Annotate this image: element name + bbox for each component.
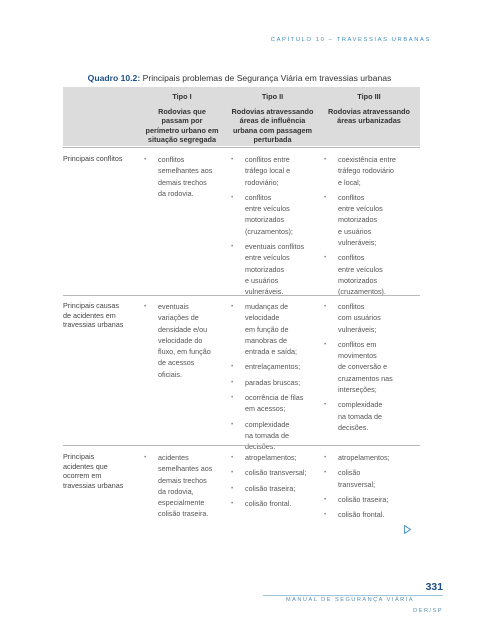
item-line: • colisão frontal. [245, 498, 292, 508]
caption-label: Quadro 10.2: [87, 73, 141, 83]
column-desc-tipo-3 [320, 107, 418, 126]
column-title-tipo-3: Tipo III [357, 92, 381, 101]
item-line: semelhantes aos [158, 166, 213, 176]
item-line: especialmente [158, 498, 205, 508]
list-item [230, 192, 318, 237]
cell-tipo-1 [143, 301, 219, 384]
row-label-line: acidentes que [63, 461, 108, 471]
item-line: rodoviário; [245, 177, 279, 187]
list-item [230, 392, 318, 415]
item-line: semelhantes aos [158, 464, 213, 474]
item-line: em acessos; [245, 404, 286, 414]
list-item [230, 377, 318, 388]
column-desc-tipo-1 [137, 107, 227, 145]
item-line: entre veículos [338, 264, 383, 274]
list-item [230, 467, 318, 478]
item-line: • conflitos [338, 253, 365, 263]
footer-title: MANUAL DE SEGURANÇA VIÁRIA [286, 597, 415, 603]
column-desc-line: passam por [161, 116, 203, 126]
list-item [323, 452, 418, 463]
item-line: e usuários [245, 275, 279, 285]
list-item [323, 301, 418, 335]
row-separator [63, 147, 420, 148]
list-item [143, 452, 219, 520]
item-line: entre veículos [245, 253, 290, 263]
cell-tipo-3 [323, 154, 418, 302]
list-item [230, 301, 318, 357]
cell-tipo-1 [143, 452, 219, 524]
list-item [230, 483, 318, 494]
column-desc-line: situação segregada [147, 135, 217, 145]
list-item [323, 399, 418, 433]
list-item [323, 509, 418, 520]
item-line: • colisão frontal. [338, 510, 385, 520]
item-line: motorizados [245, 215, 285, 225]
list-item [230, 154, 318, 188]
item-line: da rodovia. [158, 188, 194, 198]
next-page-arrow-icon[interactable] [404, 525, 411, 534]
item-line: em função de [245, 324, 289, 334]
list-item [323, 192, 418, 248]
item-line: fluxo, em função [158, 347, 211, 357]
list-item [143, 301, 219, 380]
item-line: • conflitos [245, 192, 272, 202]
item-line: motorizados [338, 215, 378, 225]
row-label-line: travessias urbanas [63, 480, 124, 490]
item-line: transversal; [338, 479, 376, 489]
table-header-band [63, 87, 420, 146]
row-label-line: Principais conflitos [63, 154, 123, 163]
column-title-tipo-2: Tipo II [261, 92, 284, 101]
cell-tipo-2 [230, 154, 318, 302]
item-line: motorizados [338, 275, 378, 285]
column-desc-line: Rodovias atravessando [328, 107, 410, 116]
item-line: • colisão transversal; [245, 468, 307, 478]
chapter-header: CAPÍTULO 10 – TRAVESSIAS URBANAS [270, 37, 431, 43]
caption-text: Principais problemas de Segurança Viária em travessias urbanas [140, 73, 392, 83]
column-desc-line: perturbada [253, 135, 292, 145]
cell-tipo-3 [323, 301, 418, 437]
page-number: 331 [425, 582, 443, 593]
row-label-line: Principais [63, 452, 95, 461]
row-label-line: de acidentes em [63, 310, 116, 320]
column-desc-line: áreas urbanizadas [337, 116, 401, 126]
item-line: • acidentes [158, 453, 189, 462]
item-line: na tomada de [338, 411, 382, 421]
item-line: interseções; [338, 385, 377, 395]
item-line: de acessos [158, 358, 195, 368]
cell-tipo-3 [323, 452, 418, 524]
item-line: oficiais. [158, 369, 182, 379]
item-line: • entrelaçamentos; [245, 362, 301, 372]
item-line: (cruzamentos). [338, 287, 386, 297]
item-line: • conflitos [158, 155, 185, 164]
table-caption [0, 73, 479, 83]
item-line: • mudanças de [245, 302, 289, 311]
column-desc-line: Rodovias que [158, 107, 206, 116]
item-line: entrada e saída; [245, 347, 297, 357]
item-line: decisões. [338, 422, 369, 432]
item-line: • colisão traseira; [245, 483, 296, 493]
list-item [323, 494, 418, 505]
row-separator [63, 445, 420, 446]
item-line: demais trechos [158, 177, 207, 187]
item-line: • ocorrência de filas [245, 393, 304, 403]
item-line: e local; [338, 177, 361, 187]
item-line: entre veículos [338, 204, 383, 214]
column-desc-line: perímetro urbano em [145, 125, 219, 135]
item-line: • colisão [338, 468, 361, 478]
item-line: • conflitos entre [245, 155, 290, 164]
table-row-principais-acidentes [63, 452, 420, 524]
column-desc-line: Rodovias atravessando [231, 107, 314, 116]
item-line: movimentos [338, 351, 377, 361]
item-line: • coexistência entre [338, 155, 396, 164]
item-line: • colisão traseira; [338, 494, 389, 504]
row-label-line: Principais causas [63, 301, 119, 310]
list-item [230, 452, 318, 463]
item-line: velocidade [245, 313, 280, 323]
item-line: • complexidade [338, 400, 383, 410]
item-line: vulneráveis. [245, 287, 284, 297]
list-item [323, 154, 418, 188]
column-title-tipo-1: Tipo I [172, 92, 192, 101]
row-label [63, 452, 141, 490]
item-line: com usuários [338, 313, 381, 323]
item-line: velocidade do [158, 335, 203, 345]
item-line: de conversão e [338, 362, 388, 372]
item-line: tráfego local e [245, 166, 291, 176]
item-line: cruzamentos nas [338, 373, 393, 383]
row-label-line: ocorrem em [63, 471, 102, 481]
item-line: entre veículos [245, 204, 290, 214]
column-desc-line: urbana com passagem [232, 125, 313, 135]
list-item [143, 154, 219, 199]
row-separator [63, 295, 420, 296]
item-line: vulneráveis; [338, 238, 377, 248]
item-line: • conflitos em [338, 339, 377, 349]
item-line: • paradas bruscas; [245, 377, 301, 387]
item-line: na tomada de [245, 430, 289, 440]
item-line: • eventuais [158, 302, 189, 311]
item-line: • atropelamentos; [245, 453, 297, 462]
item-line: colisão traseira. [158, 509, 209, 519]
list-item [230, 419, 318, 453]
list-item [230, 498, 318, 509]
item-line: e usuários [338, 226, 372, 236]
list-item [323, 339, 418, 395]
item-line: da rodovia, [158, 486, 194, 496]
cell-tipo-2 [230, 452, 318, 513]
item-line: motorizados [245, 264, 285, 274]
cell-tipo-1 [143, 154, 219, 203]
list-item [323, 252, 418, 297]
footer-subtitle: DER/SP [413, 608, 443, 614]
item-line: variações de [158, 313, 199, 323]
item-line: • atropelamentos; [338, 453, 390, 462]
row-label-line: travessias urbanas [63, 320, 124, 330]
list-item [230, 241, 318, 297]
list-item [230, 361, 318, 372]
footer-rule [263, 595, 443, 596]
item-line: • conflitos [338, 302, 365, 311]
row-label [63, 154, 141, 164]
table-row-principais-conflitos [63, 154, 420, 297]
item-line: • conflitos [338, 192, 365, 202]
item-line: • complexidade [245, 419, 290, 429]
item-line: (cruzamentos); [245, 226, 293, 236]
item-line: decisões. [245, 442, 276, 452]
item-line: • eventuais conflitos [245, 242, 305, 252]
column-desc-tipo-2 [225, 107, 320, 145]
item-line: demais trechos [158, 475, 207, 485]
item-line: vulneráveis; [338, 324, 377, 334]
cell-tipo-2 [230, 301, 318, 457]
item-line: densidade e/ou [158, 324, 208, 334]
item-line: manobras de [245, 335, 287, 345]
column-desc-line: áreas de influência [239, 116, 306, 126]
problems-table [63, 87, 420, 521]
row-label [63, 301, 141, 330]
list-item [323, 467, 418, 490]
table-row-principais-causas [63, 301, 420, 452]
item-line: tráfego rodoviário [338, 166, 394, 176]
